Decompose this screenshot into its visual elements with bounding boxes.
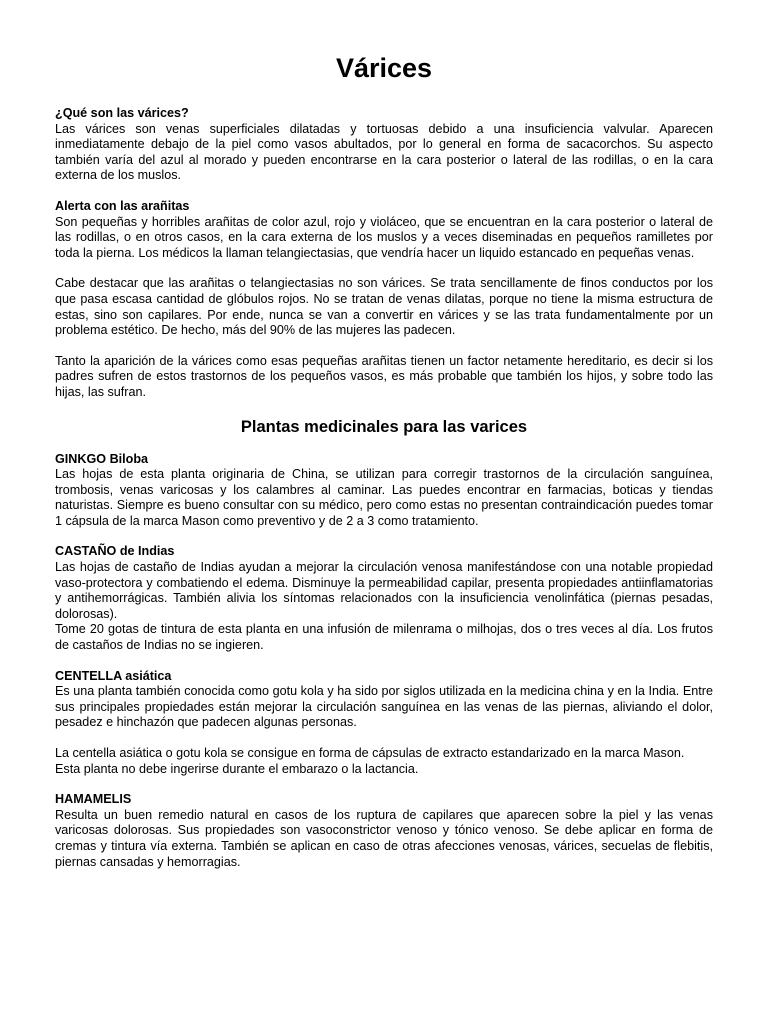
paragraph-castano-2: Tome 20 gotas de tintura de esta planta en una infusión de milenrama o milhojas, dos o tres veces al día. Los frutos de castaños de Indias no se ingieren. <box>55 622 713 653</box>
heading-hamamelis: HAMAMELIS <box>55 792 132 807</box>
heading-centella: CENTELLA asiática <box>55 668 172 683</box>
section-hamamelis <box>55 792 713 870</box>
section-que-son-varices <box>55 106 713 184</box>
document-title: Várices <box>335 53 433 83</box>
section-hereditario <box>55 354 713 401</box>
heading-que-son-varices: ¿Qué son las várices? <box>55 106 189 120</box>
paragraph-telangiectasias: Cabe destacar que las arañitas o telangiectasias no son várices. Se trata sencillamente de finos conductos por los que pasa escasa cantidad de glóbulos rojos. No se tratan de venas dilatas, porque no tiene la misma estructura de estas, sino son capilares. Por ende, nunca se van a convertir en várices y se las trata fundamentalmente por un problema estético. De hecho, más del 90% de las mujeres las padecen. <box>55 276 713 338</box>
section-centella <box>55 669 713 778</box>
paragraph-que-son-varices: Las várices son venas superficiales dilatadas y tortuosas debido a una insuficiencia valvular. Aparecen inmediatamente debajo de la piel como vasos abultados, por lo general en forma de sacacorchos. Su aspecto también varía del azul al morado y pueden encontrarse en la cara posterior o lateral de las rodillas, o en la cara externa de los muslos. <box>55 121 713 183</box>
section-castano <box>55 544 713 653</box>
section-telangiectasias <box>55 276 713 338</box>
paragraph-aranitas: Son pequeñas y horribles arañitas de color azul, rojo y violáceo, que se encuentran en la cara posterior o lateral de las rodillas, o en otros casos, en la cara externa de los muslos y a veces diseminadas en pequeños ramilletes por toda la pierna. Los médicos la llaman telangiectasias, que vendría hacer un liquido estancado en pequeñas venas. <box>55 214 713 260</box>
heading-castano: CASTAÑO de Indias <box>55 544 175 559</box>
section-aranitas <box>55 199 713 261</box>
paragraph-castano-1: Las hojas de castaño de Indias ayudan a mejorar la circulación venosa manifestándose con una notable propiedad vaso-protectora y combatiendo el edema. Disminuye la permeabilidad capilar, presenta propiedades antiinflamatorias y antihemorrágicas. También alivia los síntomas relacionados con la insuficiencia venolinfática (piernas pesadas, dolorosas). <box>55 560 713 621</box>
plants-section-title: Plantas medicinales para las varices <box>240 417 528 436</box>
heading-aranitas: Alerta con las arañitas <box>55 198 190 213</box>
section-ginkgo <box>55 452 713 530</box>
heading-ginkgo: GINKGO Biloba <box>55 451 149 466</box>
paragraph-ginkgo: Las hojas de esta planta originaria de China, se utilizan para corregir trastornos de la circulación sanguínea, trombosis, venas varicosas y los calambres al caminar. Las puedes encontrar en farmacias, boticas y tiendas naturistas. Siempre es bueno consultar con su médico, pero como estas no presentan contraindicación puedes tomar 1 cápsula de la marca Mason como preventivo y de 2 a 3 como tratamiento. <box>55 467 713 528</box>
paragraph-centella-2: La centella asiática o gotu kola se consigue en forma de cápsulas de extracto estandarizado en la marca Mason. <box>55 746 685 760</box>
paragraph-centella-1: Es una planta también conocida como gotu kola y ha sido por siglos utilizada en la medicina china y en la India. Entre sus principales propiedades están mejorar la circulación sanguínea en las venas de las piernas, aliviando el dolor, pesadez e hinchazón que padecen algunas personas. <box>55 684 713 730</box>
paragraph-centella-3: Esta planta no debe ingerirse durante el embarazo o la lactancia. <box>55 761 419 776</box>
paragraph-hereditario: Tanto la aparición de la várices como esas pequeñas arañitas tienen un factor netamente hereditario, es decir si los padres sufren de estos trastornos de los pequeños vasos, es más probable que también los hijos, y sobre todo las hijas, las sufran. <box>55 353 713 399</box>
paragraph-hamamelis: Resulta un buen remedio natural en casos de los ruptura de capilares que aparecen sobre la piel y las venas varicosas dolorosas. Sus propiedades son vasoconstrictor venoso y tónico venoso. Se debe aplicar en forma de cremas y tintura vía externa. También se aplican en caso de otras afecciones venosas, várices, secuelas de flebitis, piernas cansadas y hemorragias. <box>55 807 713 869</box>
